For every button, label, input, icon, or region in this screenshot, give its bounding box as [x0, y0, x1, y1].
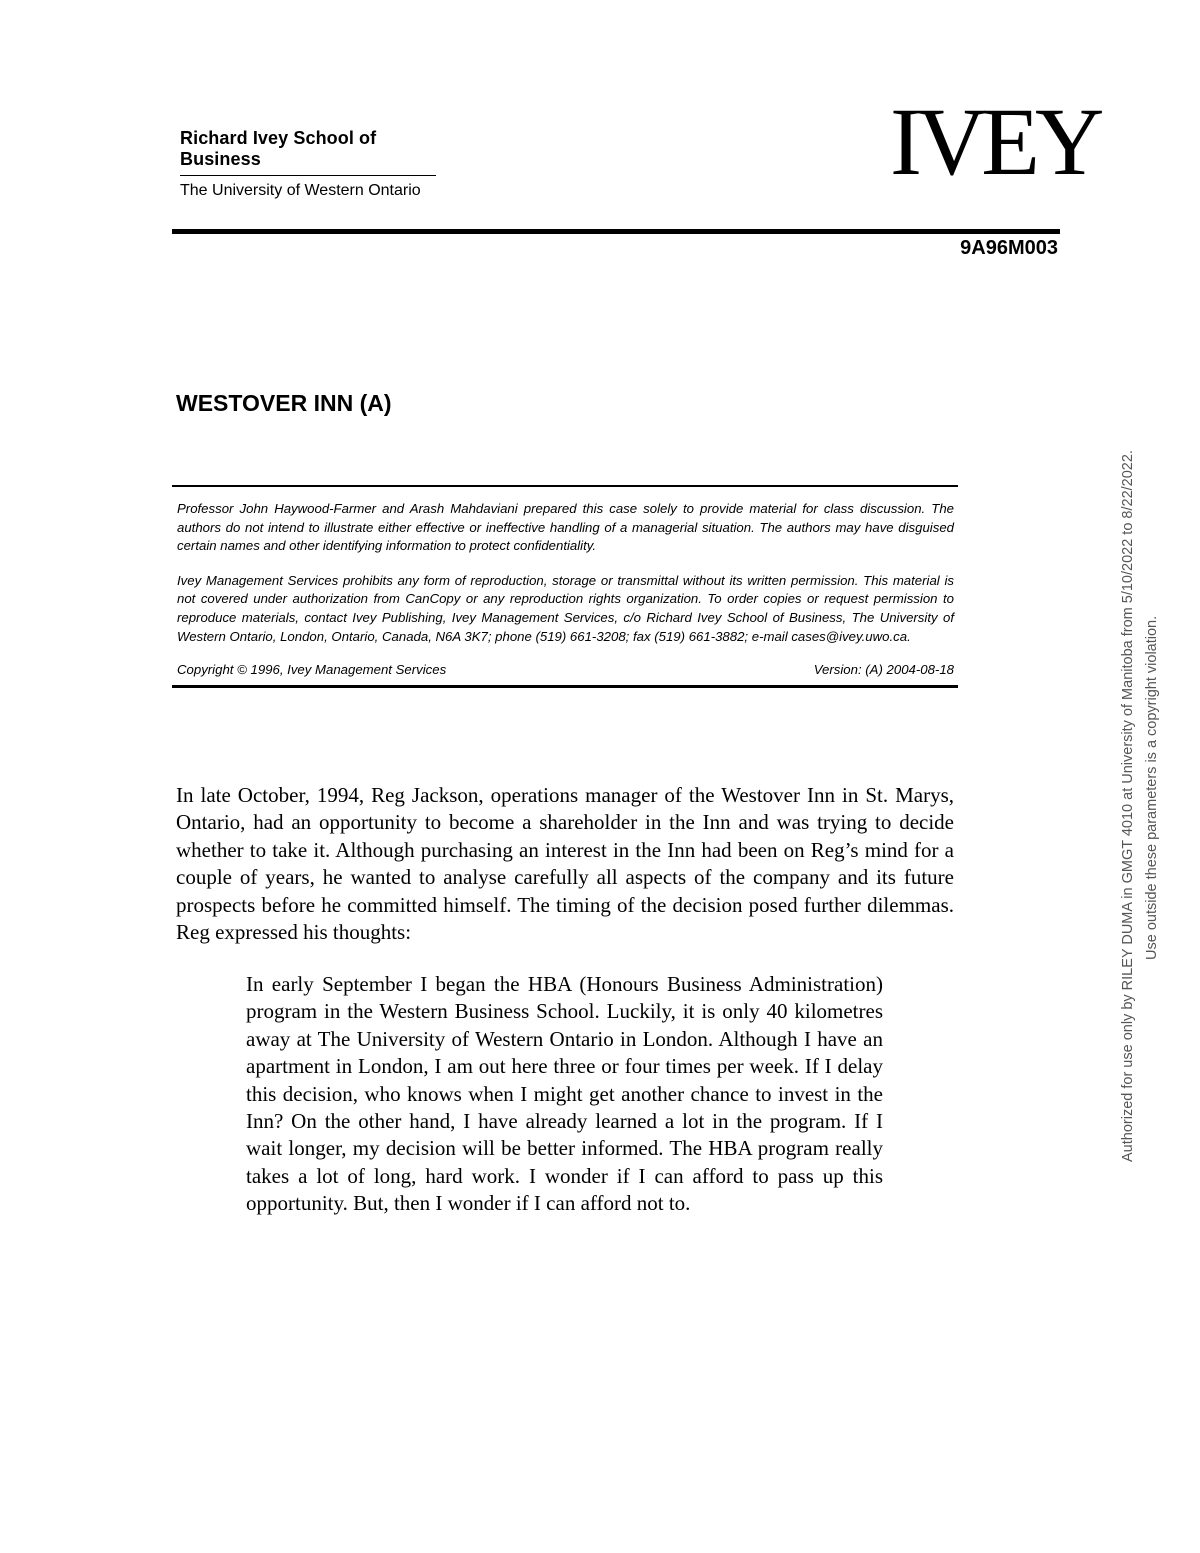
- ivey-logo-graphic: [890, 88, 1100, 207]
- case-number: 9A96M003: [960, 237, 1058, 259]
- header-divider: [172, 229, 1060, 234]
- intro-paragraph: In late October, 1994, Reg Jackson, operations manager of the Westover Inn in St. Marys, Ontario, had an opportunity to become a shareholder in the Inn and was trying to decide whether to take it. Although purchasing an interest in the Inn had been on Reg’s mind for a couple of years, he wanted to analyse carefully all aspects of the company and its future prospects before he committed himself. The timing of the decision posed further dilemmas. Reg expressed his thoughts:: [176, 783, 954, 945]
- quote-paragraph: In early September I began the HBA (Honours Business Administration) program in the Western Business School. Luckily, it is only 40 kilometres away at The University of Western Ontario in London. Although I have an apartment in London, I am out here three or four times per week. If I delay this decision, who knows when I might get another chance to invest in the Inn? On the other hand, I have already learned a lot in the program. If I wait longer, my decision will be better informed. The HBA program really takes a lot of long, hard work. I wonder if I can afford to pass up this opportunity. But, then I wonder if I can afford not to.: [246, 972, 883, 1216]
- case-title: WESTOVER INN (A): [176, 390, 392, 416]
- school-name: Richard Ivey School of Business: [180, 128, 436, 176]
- ivey-logo-text: IVEY: [890, 88, 1100, 195]
- ivey-logo: [890, 88, 1100, 207]
- notice-authorship: Professor John Haywood-Farmer and Arash Mahdaviani prepared this case solely to provide material for class discussion. The authors do not intend to illustrate either effective or ineffective handling of a managerial situation. The authors may have disguised certain names and other identifying information to protect confidentiality.: [177, 501, 954, 554]
- version-text: Version: (A) 2004-08-18: [813, 662, 954, 678]
- watermark-line-1: Authorized for use only by RILEY DUMA in GMGT 4010 at University of Manitoba from 5/10/2022 to 8/22/2022.: [1120, 450, 1136, 1162]
- notice-reproduction: Ivey Management Services prohibits any form of reproduction, storage or transmittal without its written permission. This material is not covered under authorization from CanCopy or any reproduction rights organization. To order copies or request permission to reproduce materials, contact Ivey Publishing, Ivey Management Services, c/o Richard Ivey School of Business, The University of Western Ontario, London, Ontario, Canada, N6A 3K7; phone (519) 661-3208; fax (519) 661-3882; e-mail cases@ivey.uwo.ca.: [177, 572, 954, 644]
- watermark-line-2: Use outside these parameters is a copyright violation.: [1144, 615, 1160, 960]
- copyright-text: Copyright © 1996, Ivey Management Services: [177, 662, 447, 678]
- university-name: The University of Western Ontario: [180, 182, 421, 199]
- copyright-line: [172, 661, 958, 685]
- school-header: [180, 128, 436, 200]
- copyright-watermark: [1112, 0, 1172, 1553]
- notice-box: [172, 485, 958, 688]
